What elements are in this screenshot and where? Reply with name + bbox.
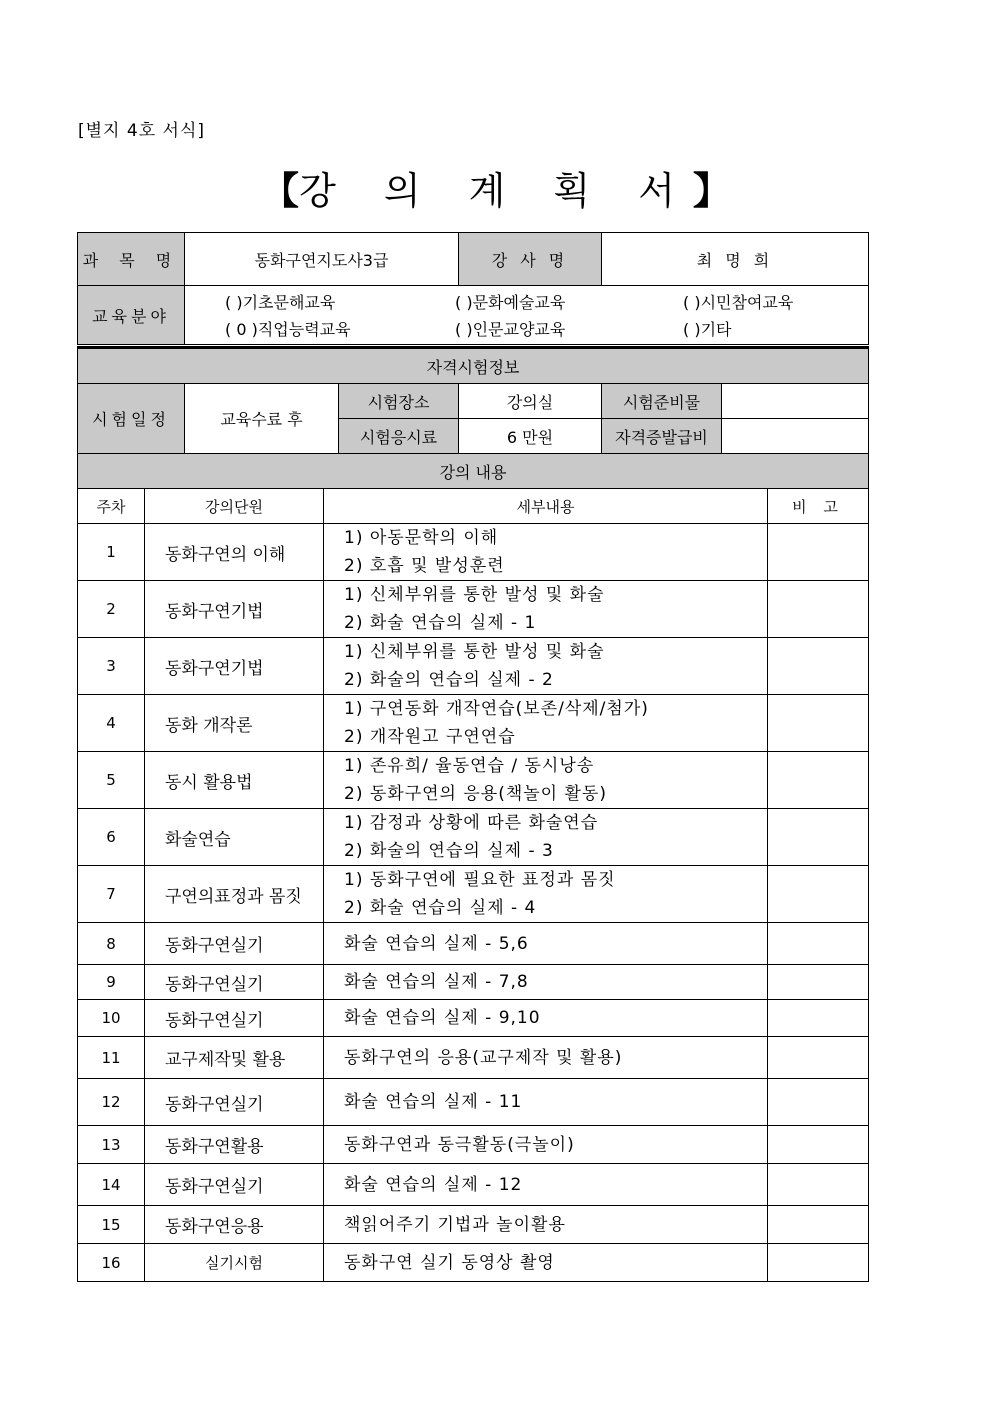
detail-line: 화술 연습의 실제 - 12 — [344, 1174, 523, 1195]
table-row — [78, 695, 869, 752]
lecture-plan-table — [77, 453, 869, 1282]
table-row — [78, 1126, 869, 1164]
week-cell: 14 — [78, 1164, 145, 1206]
note-cell — [768, 638, 869, 695]
detail-line: 화술 연습의 실제 - 5,6 — [344, 933, 529, 954]
unit-cell: 동화 개작론 — [145, 695, 324, 752]
field-option: ( )인문교양교육 — [455, 320, 566, 339]
table-row — [78, 1164, 869, 1206]
detail-cell — [324, 1126, 768, 1164]
field-option: ( 0 )직업능력교육 — [225, 320, 351, 339]
note-cell — [768, 1206, 869, 1244]
note-cell — [768, 965, 869, 1000]
exam-section-title: 자격시험정보 — [78, 348, 869, 384]
subject-value: 동화구연지도사3급 — [185, 233, 459, 286]
week-cell: 11 — [78, 1037, 145, 1079]
note-cell — [768, 923, 869, 965]
note-cell — [768, 1244, 869, 1282]
note-cell — [768, 1126, 869, 1164]
week-cell: 8 — [78, 923, 145, 965]
detail-cell — [324, 1037, 768, 1079]
table-row — [78, 1244, 869, 1282]
detail-line: 1) 감정과 상황에 따른 화술연습 — [344, 813, 599, 833]
week-cell: 3 — [78, 638, 145, 695]
table-row — [78, 638, 869, 695]
week-cell: 4 — [78, 695, 145, 752]
form-label: [별지 4호 서식] — [78, 121, 205, 141]
unit-cell: 동화구연실기 — [145, 1164, 324, 1206]
week-cell: 5 — [78, 752, 145, 809]
detail-line: 동화구연의 응용(교구제작 및 활용) — [344, 1047, 623, 1068]
unit-cell: 교구제작및 활용 — [145, 1037, 324, 1079]
detail-line: 1) 신체부위를 통한 발성 및 화술 — [344, 642, 605, 662]
course-info-table — [77, 232, 869, 345]
title-text: 강 의 계 획 서 — [299, 169, 693, 213]
col-week-header: 주차 — [78, 489, 145, 524]
unit-cell: 동화구연실기 — [145, 923, 324, 965]
cert-fee-value — [722, 419, 869, 454]
exam-supplies-value — [722, 384, 869, 419]
instructor-label: 강 사 명 — [459, 233, 602, 286]
exam-fee-label: 시험응시료 — [339, 419, 459, 454]
unit-cell: 동화구연응용 — [145, 1206, 324, 1244]
detail-line: 1) 신체부위를 통한 발성 및 화술 — [344, 585, 605, 605]
col-note-header: 비 고 — [768, 489, 869, 524]
detail-cell — [324, 1000, 768, 1037]
detail-line: 2) 화술 연습의 실제 - 1 — [344, 613, 537, 633]
unit-cell: 구연의표정과 몸짓 — [145, 866, 324, 923]
detail-line: 2) 호흡 및 발성훈련 — [344, 556, 505, 576]
detail-line: 동화구연 실기 동영상 촬영 — [344, 1252, 555, 1273]
detail-line: 화술 연습의 실제 - 7,8 — [344, 972, 529, 992]
subject-label: 과 목 명 — [78, 233, 185, 286]
table-row — [78, 524, 869, 581]
note-cell — [768, 752, 869, 809]
week-cell: 15 — [78, 1206, 145, 1244]
unit-cell: 동화구연의 이해 — [145, 524, 324, 581]
detail-cell — [324, 524, 768, 581]
field-option: ( )시민참여교육 — [683, 293, 794, 312]
note-cell — [768, 524, 869, 581]
lecture-section-title: 강의 내용 — [78, 454, 869, 489]
detail-cell — [324, 1206, 768, 1244]
field-option: ( )문화예술교육 — [455, 293, 566, 312]
cert-fee-label: 자격증발급비 — [602, 419, 722, 454]
detail-cell — [324, 1244, 768, 1282]
note-cell — [768, 866, 869, 923]
detail-cell — [324, 1164, 768, 1206]
unit-cell: 화술연습 — [145, 809, 324, 866]
col-detail-header: 세부내용 — [324, 489, 768, 524]
exam-fee-value: 6 만원 — [459, 419, 602, 454]
table-row — [78, 581, 869, 638]
week-cell: 9 — [78, 965, 145, 1000]
field-label: 교육분야 — [78, 286, 185, 345]
table-row — [78, 1000, 869, 1037]
unit-cell: 동화구연실기 — [145, 1079, 324, 1126]
detail-cell — [324, 1079, 768, 1126]
unit-cell: 동시 활용법 — [145, 752, 324, 809]
week-cell: 10 — [78, 1000, 145, 1037]
detail-cell — [324, 638, 768, 695]
exam-info-table — [77, 346, 869, 454]
detail-line: 2) 개작원고 구연연습 — [344, 727, 516, 747]
unit-cell: 동화구연실기 — [145, 1000, 324, 1037]
detail-line: 2) 동화구연의 응용(책놀이 활동) — [344, 784, 607, 804]
page-title: 【강 의 계 획 서】 — [261, 169, 731, 213]
detail-line: 1) 구연동화 개작연습(보존/삭제/첨가) — [344, 699, 649, 719]
note-cell — [768, 695, 869, 752]
note-cell — [768, 1037, 869, 1079]
field-option: ( )기타 — [683, 320, 732, 339]
exam-supplies-label: 시험준비물 — [602, 384, 722, 419]
detail-line: 1) 아동문학의 이해 — [344, 528, 499, 548]
exam-place-value: 강의실 — [459, 384, 602, 419]
note-cell — [768, 581, 869, 638]
week-cell: 6 — [78, 809, 145, 866]
week-cell: 12 — [78, 1079, 145, 1126]
detail-line: 화술 연습의 실제 - 9,10 — [344, 1008, 541, 1028]
detail-line: 2) 화술 연습의 실제 - 4 — [344, 898, 537, 918]
table-row — [78, 866, 869, 923]
table-row — [78, 923, 869, 965]
detail-line: 1) 동화구연에 필요한 표정과 몸짓 — [344, 870, 616, 890]
unit-cell: 동화구연활용 — [145, 1126, 324, 1164]
unit-cell: 동화구연기법 — [145, 581, 324, 638]
table-row — [78, 1079, 869, 1126]
note-cell — [768, 809, 869, 866]
note-cell — [768, 1079, 869, 1126]
exam-place-label: 시험장소 — [339, 384, 459, 419]
field-option: ( )기초문해교육 — [225, 293, 336, 312]
field-options — [185, 286, 869, 345]
week-cell: 16 — [78, 1244, 145, 1282]
detail-line: 2) 화술의 연습의 실제 - 3 — [344, 841, 554, 861]
table-row — [78, 752, 869, 809]
week-cell: 13 — [78, 1126, 145, 1164]
detail-line: 1) 존유희/ 율동연습 / 동시낭송 — [344, 756, 595, 776]
detail-cell — [324, 923, 768, 965]
exam-date-label: 시험일정 — [78, 384, 185, 454]
detail-line: 화술 연습의 실제 - 11 — [344, 1092, 523, 1112]
table-row — [78, 965, 869, 1000]
week-cell: 7 — [78, 866, 145, 923]
unit-cell: 동화구연기법 — [145, 638, 324, 695]
detail-cell — [324, 965, 768, 1000]
note-cell — [768, 1164, 869, 1206]
detail-cell — [324, 581, 768, 638]
note-cell — [768, 1000, 869, 1037]
detail-cell — [324, 752, 768, 809]
detail-line: 동화구연과 동극활동(극놀이) — [344, 1134, 575, 1155]
instructor-value: 최 명 희 — [602, 233, 869, 286]
detail-cell — [324, 809, 768, 866]
detail-line: 책읽어주기 기법과 놀이활용 — [344, 1214, 566, 1235]
detail-line: 2) 화술의 연습의 실제 - 2 — [344, 670, 554, 690]
unit-cell: 실기시험 — [145, 1244, 324, 1282]
col-unit-header: 강의단원 — [145, 489, 324, 524]
detail-cell — [324, 695, 768, 752]
exam-date-value: 교육수료 후 — [185, 384, 339, 454]
detail-cell — [324, 866, 768, 923]
week-cell: 2 — [78, 581, 145, 638]
unit-cell: 동화구연실기 — [145, 965, 324, 1000]
table-row — [78, 809, 869, 866]
table-row — [78, 1206, 869, 1244]
week-cell: 1 — [78, 524, 145, 581]
table-row — [78, 1037, 869, 1079]
